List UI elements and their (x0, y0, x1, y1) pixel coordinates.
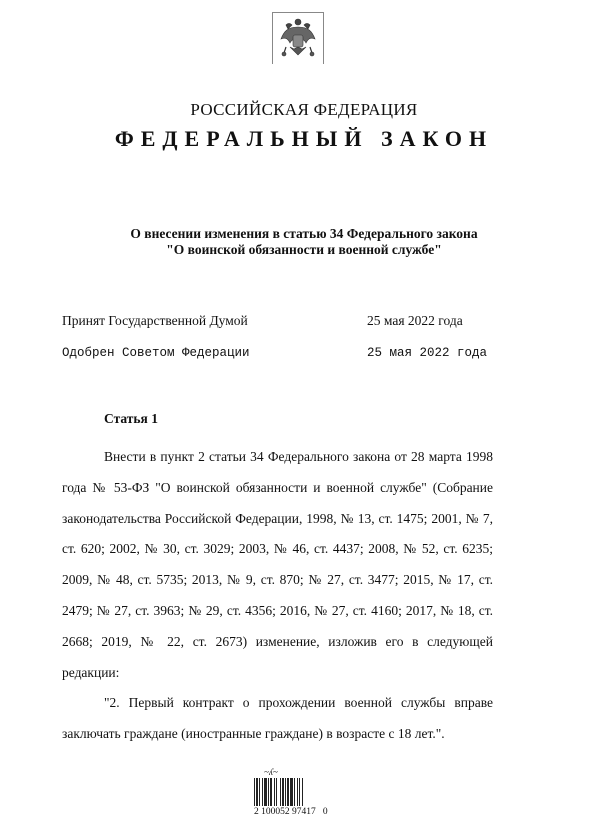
article-heading: Статья 1 (104, 411, 158, 426)
article-paragraph: "2. Первый контракт о прохождении военной службы вправе заключать граждане (иностранные граждане) в возрасте с 18 лет.". (62, 695, 493, 742)
barcode (254, 768, 334, 817)
coat-of-arms-icon (278, 17, 318, 61)
law-title-line2: "О воинской обязанности и военной службе" (166, 242, 442, 257)
country-name: РОССИЙСКАЯ ФЕДЕРАЦИЯ (190, 100, 418, 119)
adoption-date: 25 мая 2022 года (367, 346, 488, 360)
coat-of-arms-emblem (272, 12, 324, 64)
adoption-date: 25 мая 2022 года (367, 313, 463, 328)
law-title-line1: О внесении изменения в статью 34 Федерального закона (130, 226, 478, 241)
article-body (62, 442, 493, 750)
law-type-heading: ФЕДЕРАЛЬНЫЙ ЗАКОН (114, 126, 494, 151)
adoption-label: Принят Государственной Думой (62, 313, 248, 328)
barcode-number: 2 100052 97417 0 (254, 807, 328, 817)
signature-mark: ~ʎ~ (264, 767, 278, 777)
law-title (0, 226, 608, 258)
barcode-icon (254, 778, 334, 806)
adoption-label: Одобрен Советом Федерации (62, 346, 250, 360)
article-paragraph: Внести в пункт 2 статьи 34 Федерального закона от 28 марта 1998 года № 53-ФЗ "О воинской обязанности и военной службе" (Собрание законодательства Российской Федерации, 1998, № 13, ст. 1475; 2001, № 7, ст. 620; 2002, № 30, ст. 3029; 2003, № 46, ст. 4437; 2008, № 52, ст. 6235; 2009, № 48, ст. 5735; 2013, № 9, ст. 870; № 27, ст. 3477; 2015, № 17, ст. 2479; № 27, ст. 3963; № 29, ст. 4356; 2016, № 27, ст. 4160; 2017, № 18, ст. 2668; 2019, № 22, ст. 2673) изменение, изложив его в следующей редакции: (62, 449, 493, 680)
barcode-gap (303, 778, 304, 806)
